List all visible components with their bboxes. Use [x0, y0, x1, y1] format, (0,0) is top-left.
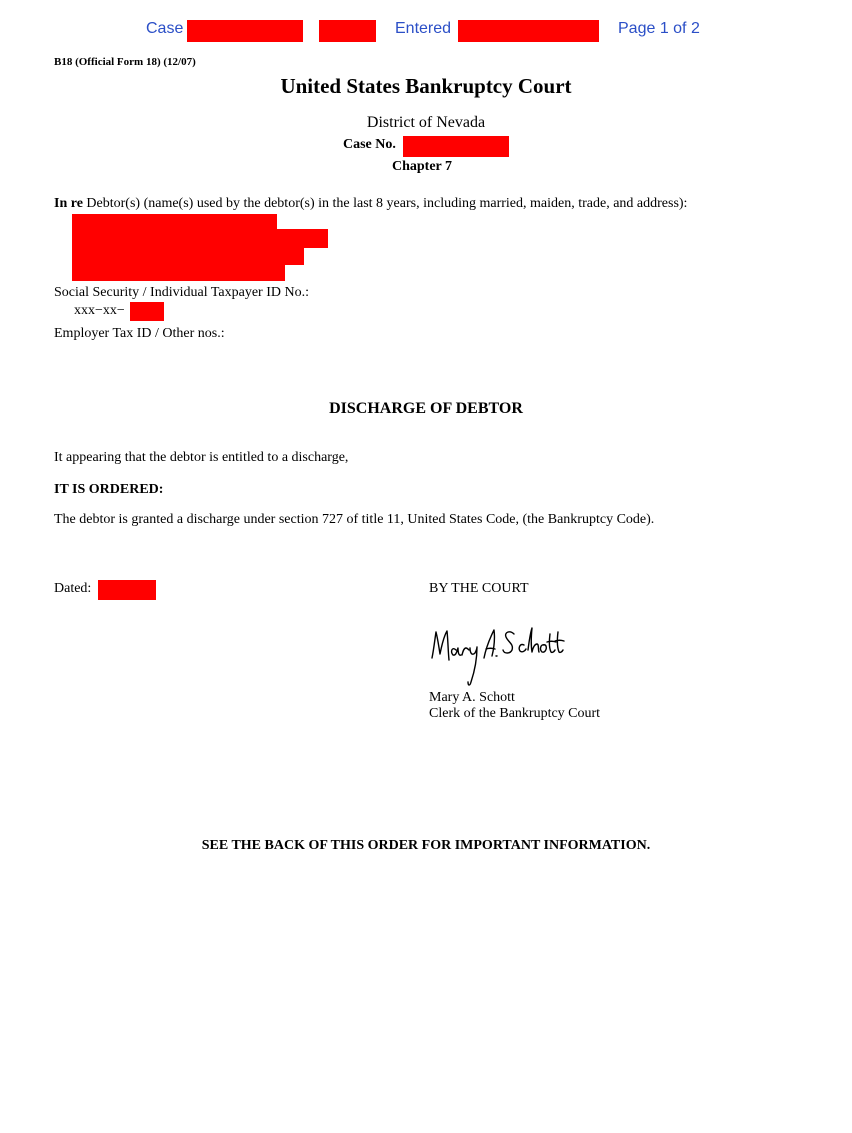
court-district: District of Nevada — [366, 114, 486, 131]
redaction-case-status — [319, 20, 376, 42]
clerk-title: Clerk of the Bankruptcy Court — [429, 706, 601, 721]
stamp-page-label: Page 1 of 2 — [618, 20, 700, 37]
redaction-case-number — [187, 20, 303, 42]
order-heading: DISCHARGE OF DEBTOR — [329, 400, 523, 417]
redaction-case-no — [403, 136, 509, 157]
ssn-value: xxx−xx− — [74, 303, 125, 318]
redaction-debtor-line-2 — [72, 229, 328, 248]
order-granted-text: The debtor is granted a discharge under section 727 of title 11, United States Code, (the Bankruptcy Code). — [54, 512, 655, 527]
case-number-label: Case No. — [343, 137, 396, 152]
in-re-line — [54, 196, 687, 212]
back-of-order-notice: SEE THE BACK OF THIS ORDER FOR IMPORTANT INFORMATION. — [201, 838, 651, 853]
in-re-label: In re — [54, 196, 83, 211]
ein-label: Employer Tax ID / Other nos.: — [54, 326, 225, 341]
ssn-label: Social Security / Individual Taxpayer ID No.: — [54, 285, 309, 300]
redaction-dated — [98, 580, 156, 600]
redaction-entered-date — [458, 20, 599, 42]
redaction-debtor-line-3 — [72, 247, 304, 265]
order-it-is-ordered: IT IS ORDERED: — [54, 482, 164, 497]
redaction-ssn-last4 — [130, 302, 164, 321]
court-title: United States Bankruptcy Court — [280, 74, 572, 98]
redaction-debtor-line-4 — [72, 264, 285, 281]
dated-label: Dated: — [54, 581, 92, 596]
in-re-text: Debtor(s) (name(s) used by the debtor(s) in the last 8 years, including married, maiden, trade, and address): — [82, 196, 688, 211]
chapter-label: Chapter 7 — [392, 159, 453, 174]
order-appearing-text: It appearing that the debtor is entitled to a discharge, — [54, 450, 349, 465]
clerk-name: Mary A. Schott — [429, 690, 515, 705]
by-the-court-label: BY THE COURT — [429, 581, 529, 596]
form-identifier: B18 (Official Form 18) (12/07) — [54, 56, 196, 68]
stamp-case-label: Case — [146, 20, 184, 37]
stamp-entered-label: Entered — [395, 20, 452, 37]
clerk-signature-image — [426, 620, 566, 692]
